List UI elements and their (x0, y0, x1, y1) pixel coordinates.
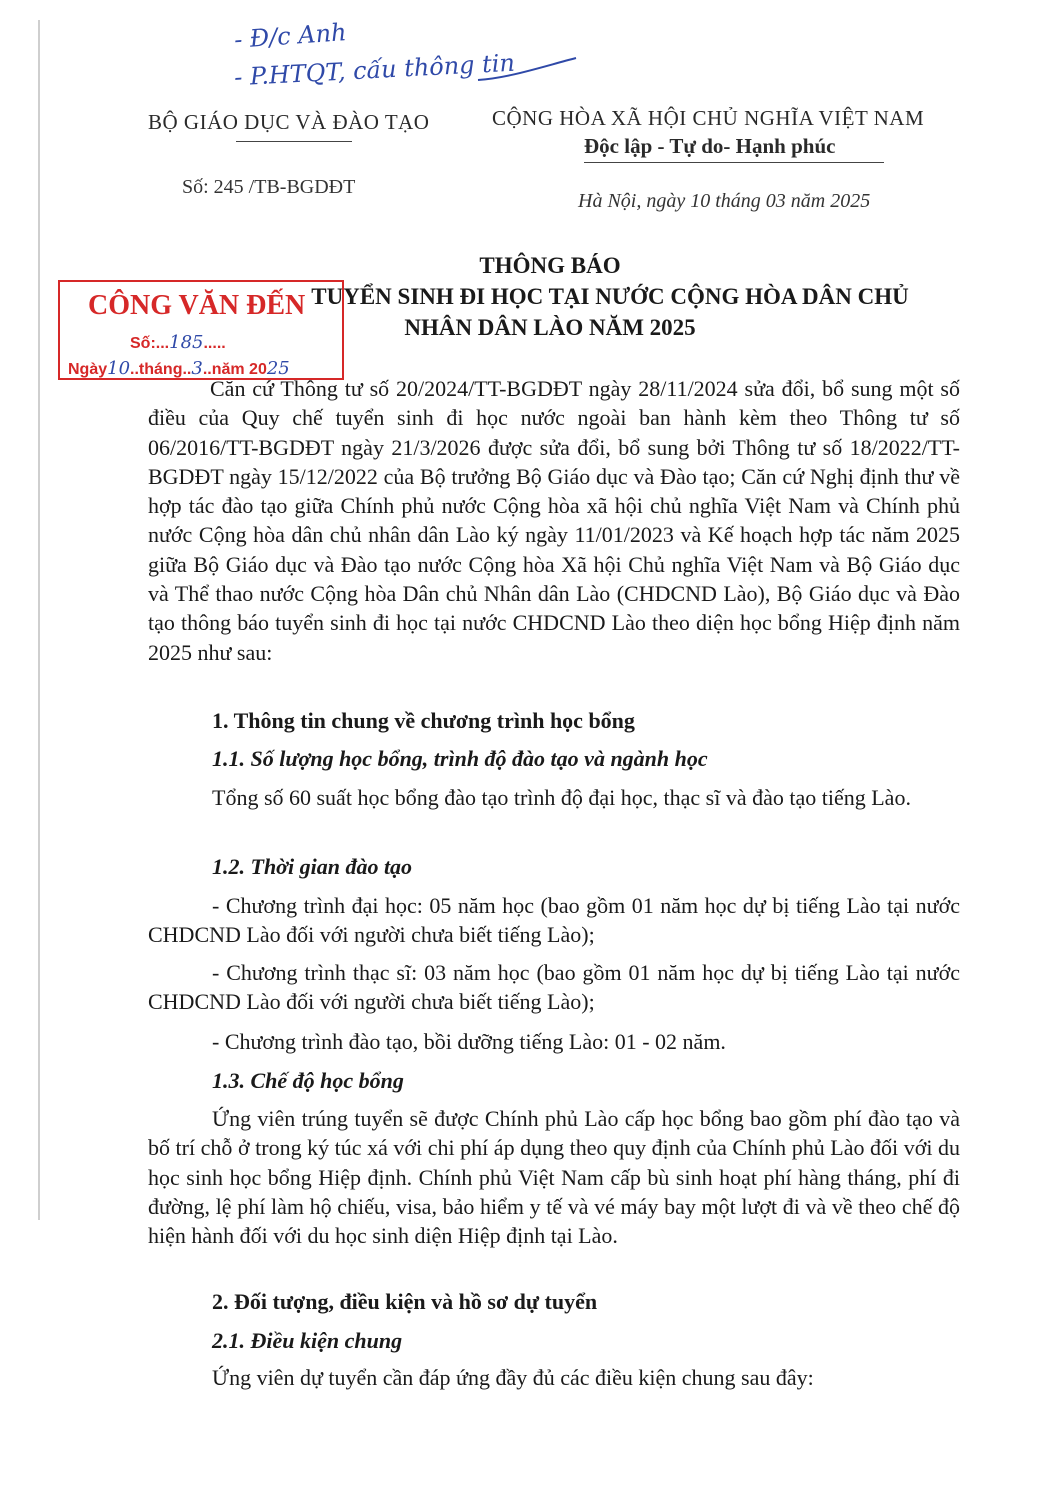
handwritten-line-1: - Đ/c Anh (233, 18, 348, 54)
section-1-heading: 1. Thông tin chung về chương trình học bổng (212, 708, 635, 733)
stamp-number-row: Số:...185..... (130, 332, 226, 353)
section-2-1-text: Ứng viên dự tuyển cần đáp ứng đầy đủ các điều kiện chung sau đây: (212, 1365, 814, 1390)
page-margin-line (38, 20, 40, 1220)
section-2-1-heading: 2.1. Điều kiện chung (212, 1328, 403, 1353)
section-1-3-text: Ứng viên trúng tuyển sẽ được Chính phủ Lào cấp học bổng bao gồm phí đào tạo và bố trí chỗ ở trong ký túc xá với chi phí áp dụng theo quy định của Chính phủ Lào đối với du học sinh học bổng Hiệp định. Chính phủ Việt Nam cấp bù sinh hoạt phí hàng tháng, phí đi đường, lệ phí làm hộ chiếu, visa, bảo hiểm y tế và vé máy bay một lượt đi và về theo chế độ hiện hành đối với du học sinh diện Hiệp định tại Lào. (148, 1106, 960, 1249)
section-1-2-item-3: - Chương trình đào tạo, bồi dưỡng tiếng Lào: 01 - 02 năm. (212, 1029, 726, 1054)
stamp-year-value: 25 (266, 358, 290, 379)
title-line-2: TUYỂN SINH ĐI HỌC TẠI NƯỚC CỘNG HÒA DÂN CHỦ (311, 284, 909, 309)
handwritten-note (228, 18, 588, 92)
stamp-number-value: 185 (169, 332, 204, 353)
national-motto: Độc lập - Tự do- Hạnh phúc (584, 134, 836, 158)
stamp-day-value: 10 (107, 358, 131, 379)
issue-date: Hà Nội, ngày 10 tháng 03 năm 2025 (578, 190, 871, 212)
incoming-document-stamp (58, 280, 344, 380)
stamp-month-value: 3 (191, 358, 203, 379)
motto-underline (584, 162, 884, 163)
stamp-date-row: Ngày10..tháng..3..năm 2025 (68, 358, 290, 379)
stamp-month-label: tháng (138, 361, 183, 378)
ministry-name: BỘ GIÁO DỤC VÀ ĐÀO TẠO (148, 110, 430, 134)
country-name: CỘNG HÒA XÃ HỘI CHỦ NGHĨA VIỆT NAM (492, 106, 925, 130)
stamp-day-label: Ngày (68, 361, 108, 378)
handwritten-line-2: - P.HTQT, cấu thông tin (233, 48, 516, 92)
stamp-title: CÔNG VĂN ĐẾN (88, 290, 306, 321)
ministry-underline (236, 141, 352, 142)
section-1-1-text: Tổng số 60 suất học bổng đào tạo trình độ đại học, thạc sĩ và đào tạo tiếng Lào. (212, 785, 911, 810)
title-line-3: NHÂN DÂN LÀO NĂM 2025 (404, 315, 696, 340)
section-1-1-heading: 1.1. Số lượng học bổng, trình độ đào tạo và ngành học (212, 746, 708, 771)
intro-paragraph: Căn cứ Thông tư số 20/2024/TT-BGDĐT ngày 28/11/2024 sửa đổi, bổ sung một số điều của Quy chế tuyển sinh đi học nước ngoài ban hành kèm theo Thông tư số 06/2016/TT-BGDĐT ngày 21/3/2026 được sửa đổi, bổ sung bởi Thông tư số 18/2022/TT-BGDĐT ngày 15/12/2022 của Bộ trưởng Bộ Giáo dục và Đào tạo; Căn cứ Nghị định thư về hợp tác đào tạo giữa Chính phủ nước Cộng hòa xã hội chủ nghĩa Việt Nam và Chính phủ nước Cộng hòa dân chủ nhân dân Lào ký ngày 11/01/2023 và Kế hoạch hợp tác năm 2025 giữa Bộ Giáo dục và Đào tạo nước Cộng hòa Xã hội Chủ nghĩa Việt Nam và Bộ Giáo dục và Thể thao nước Cộng hòa Dân chủ Nhân dân Lào (CHDCND Lào), Bộ Giáo dục và Đào tạo thông báo tuyển sinh đi học tại nước CHDCND Lào theo diện học bổng Hiệp định năm 2025 như sau: (148, 376, 960, 665)
section-1-2-heading: 1.2. Thời gian đào tạo (212, 854, 413, 879)
stamp-year-label: năm 20 (211, 361, 267, 378)
stamp-number-label: Số: (130, 335, 156, 352)
section-2-heading: 2. Đối tượng, điều kiện và hồ sơ dự tuyển (212, 1289, 598, 1314)
handwritten-flourish (228, 18, 588, 88)
section-1-2-item-1: - Chương trình đại học: 05 năm học (bao gồm 01 năm học dự bị tiếng Lào tại nước CHDCND Lào đối với người chưa biết tiếng Lào); (148, 893, 960, 948)
title-line-1: THÔNG BÁO (479, 253, 621, 278)
document-number: Số: 245 /TB-BGDĐT (182, 176, 356, 198)
section-1-3-heading: 1.3. Chế độ học bổng (212, 1068, 404, 1093)
section-1-2-item-2: - Chương trình thạc sĩ: 03 năm học (bao gồm 01 năm học dự bị tiếng Lào tại nước CHDCND Lào đối với người chưa biết tiếng Lào); (148, 960, 960, 1015)
